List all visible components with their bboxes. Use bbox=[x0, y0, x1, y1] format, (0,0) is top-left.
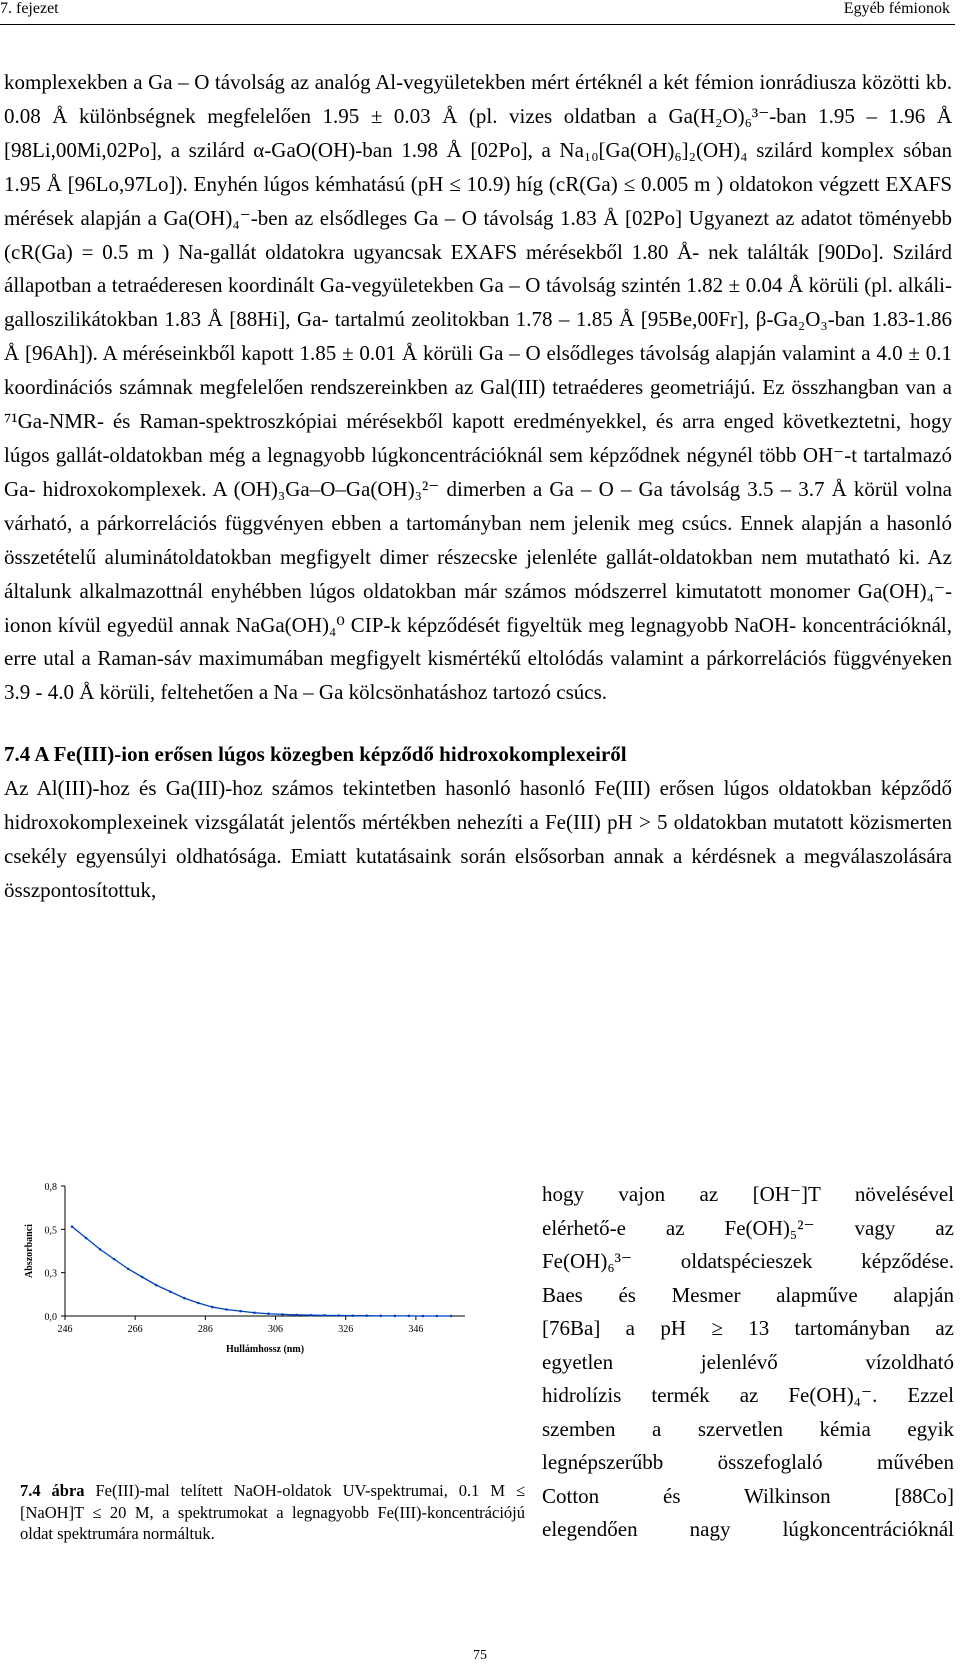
data-point bbox=[225, 1308, 228, 1311]
paragraph-1-line: kölcsönhatáshoz tartozó csúcs. bbox=[348, 680, 607, 705]
data-point bbox=[127, 1268, 130, 1271]
caption-text: Fe(III)-mal telített NaOH-oldatok UV-spektrumai, 0.1 M ≤ [NaOH]T ≤ 20 M, a spektrumokat a legnagyobb Fe(III)-koncentrációjú oldat spektrumára normáltuk. bbox=[20, 1481, 525, 1543]
data-point bbox=[71, 1225, 74, 1228]
x-tick-label: 286 bbox=[197, 1324, 213, 1335]
paragraph-1-line: alapján a Ga(OH)₄⁻-ben az elsődleges Ga – O távolság 1.83 Å [02Po] Ugyanezt az adatot bbox=[80, 205, 859, 230]
paragraph-1-line: ionrádiusza közötti kb. 0.08 Å különbségnek megfelelően 1.95 ± 0.03 Å (pl. vizes oldatban bbox=[4, 70, 953, 128]
x-tick-label: 306 bbox=[268, 1324, 284, 1335]
paragraph-2 bbox=[4, 772, 952, 908]
paragraph-1-line: részecske jelenléte gallát-oldatokban nem mutatható ki. Az általunk alkalmazottnál bbox=[4, 544, 952, 603]
data-point bbox=[394, 1315, 397, 1318]
uv-spectrum-chart bbox=[10, 1176, 520, 1476]
wrapped-line: hidrolízis termék az Fe(OH)₄⁻. Ezzel bbox=[542, 1383, 954, 1407]
data-point bbox=[113, 1258, 116, 1261]
data-point bbox=[169, 1290, 172, 1293]
header-rule bbox=[0, 24, 955, 25]
data-point bbox=[281, 1313, 284, 1316]
paragraph-1-line: koncentrációknál, erre utal a Raman-sáv maximumában megfigyelt kismértékű eltolódás bbox=[4, 612, 952, 671]
y-tick-label: 0,8 bbox=[44, 1182, 57, 1193]
paragraph-1-line: O távolság szintén 1.82 ± 0.04 Å körüli (pl. alkáli-galloszilikátokban 1.83 Å [88Hi], Ga- bbox=[4, 273, 952, 332]
data-point bbox=[99, 1248, 102, 1251]
x-tick-label: 326 bbox=[338, 1324, 354, 1335]
data-point bbox=[267, 1312, 270, 1315]
y-tick-label: 0,0 bbox=[44, 1312, 57, 1323]
y-tick-label: 0,3 bbox=[44, 1268, 57, 1280]
paragraph-1-line: geometriájú. Ez összhangban van a ⁷¹Ga-NMR- és Raman-spektroszkópiai mérésekből bbox=[4, 375, 953, 434]
wrapped-line: Fe(OH)₆³⁻ oldatspécieszek képződése. bbox=[542, 1249, 954, 1273]
x-tick-label: 246 bbox=[57, 1324, 73, 1335]
paragraph-1-line: töményebb (cR(Ga) = 0.5 m ) Na-gallát oldatokra ugyancsak EXAFS mérésekből 1.80 Å- bbox=[4, 205, 952, 264]
main-text bbox=[4, 66, 952, 908]
data-point bbox=[253, 1311, 256, 1314]
x-axis-label: Hullámhossz (nm) bbox=[225, 1344, 305, 1355]
data-point bbox=[422, 1315, 425, 1318]
paragraph-1-line: tartalmú zeolitokban 1.78 – 1.85 Å [95Be,00Fr], β-Ga₂O₃-ban 1.83-1.86 Å [96Ah]). bbox=[4, 307, 953, 366]
data-point bbox=[85, 1237, 88, 1240]
header-chapter: 7. fejezet bbox=[0, 0, 59, 17]
wrapped-line: Baes és Mesmer alapműve alapján bbox=[542, 1282, 954, 1307]
data-point bbox=[155, 1284, 158, 1287]
paragraph-1-line: hidroxokomplexek. A (OH)₃Ga–O–Ga(OH)₃²⁻ dimerben a Ga – O – Ga távolság 3.5 – 3.7 bbox=[42, 476, 832, 501]
wrapped-line: elegendően nagy lúgkoncentrációknál bbox=[542, 1517, 954, 1541]
data-point bbox=[408, 1315, 411, 1318]
data-point bbox=[295, 1314, 298, 1317]
data-point bbox=[141, 1276, 144, 1279]
data-point bbox=[379, 1315, 382, 1318]
data-point bbox=[183, 1297, 186, 1300]
wrapped-line: legnépszerűbb összefoglaló művében bbox=[542, 1450, 954, 1474]
paragraph-2-line: pH > 5 oldatokban mutatott közismerten csekély egyensúlyi oldhatósága. Emiatt bbox=[4, 810, 952, 868]
data-point bbox=[450, 1315, 453, 1318]
data-point bbox=[197, 1302, 200, 1305]
data-point bbox=[239, 1310, 242, 1313]
paragraph-2-line: Az Al(III)-hoz és Ga(III)-hoz számos tekintetben hasonló hasonló Fe(III) erősen lúgos bbox=[4, 776, 779, 801]
data-point bbox=[436, 1315, 439, 1318]
data-point bbox=[211, 1306, 214, 1309]
paragraph-1-line: valamint a párkorrelációs függvényeken 3.9 - 4.0 Å körüli, feltehetően a Na – Ga bbox=[4, 646, 952, 705]
caption-label: 7.4 ábra bbox=[20, 1481, 85, 1500]
series-line bbox=[72, 1227, 451, 1316]
paragraph-2-line: oldatokban képződő hidroxokomplexeinek vizsgálatát jelentős mértékben nehezíti a Fe(III) bbox=[4, 776, 952, 835]
y-axis-label: Abszorbanci bbox=[24, 1224, 35, 1278]
data-point bbox=[365, 1314, 368, 1317]
paragraph-2-line: kutatásaink során elsősorban annak a kérdésnek a megválaszolására összpontosítottuk, bbox=[4, 843, 952, 902]
y-tick-label: 0,5 bbox=[44, 1225, 57, 1237]
wrapped-line: elérhető-e az Fe(OH)₅²⁻ vagy az bbox=[542, 1215, 954, 1240]
wrapped-line: egyetlen jelenlévő vízoldható bbox=[542, 1349, 954, 1374]
paragraph-1-line: kívül egyedül annak NaGa(OH)₄⁰ CIP-k képződését figyeltük meg legnagyobb NaOH- bbox=[57, 612, 803, 637]
paragraph-1 bbox=[4, 66, 952, 710]
paragraph-1-line: legnagyobb lúgkoncentrációknál sem képződnek négynél több OH⁻-t tartalmazó Ga- bbox=[4, 442, 952, 501]
figure-caption bbox=[20, 1480, 525, 1545]
paragraph-1-line: A méréseinkből kapott 1.85 ± 0.01 Å körüli Ga – O elsődleges távolság alapján valamint a bbox=[102, 341, 877, 366]
paragraph-1-line: komplexekben a Ga – O távolság az analóg Al-vegyületekben mért értéknél a két fémion bbox=[4, 70, 760, 94]
section-title: 7.4 A Fe(III)-ion erősen lúgos közegben képződő hidroxokomplexeiről bbox=[4, 742, 627, 767]
data-point bbox=[309, 1314, 312, 1317]
paragraph-1-line: a Ga(H₂O)₆³⁻-ban 1.95 – 1.96 Å [98Li,00Mi,02Po], a szilárd α-GaO(OH)-ban 1.98 Å bbox=[4, 103, 952, 162]
wrapped-line: [76Ba] a pH ≥ 13 tartományban az bbox=[542, 1316, 954, 1340]
wrapped-line: hogy vajon az [OH⁻]T növelésével bbox=[542, 1182, 954, 1206]
paragraph-1-line: 4.0 ± 0.1 koordinációs számnak megfelelően rendszereinkben az Gal(III) tetraéderes bbox=[4, 341, 953, 400]
header-topic: Egyéb fémionok bbox=[843, 0, 950, 17]
paragraph-1-line: [02Po], a Na₁₀[Ga(OH)₆]₂(OH)₄ szilárd komplex sóban 1.95 Å [96Lo,97Lo]). Enyhén bbox=[4, 137, 952, 196]
page-number: 75 bbox=[473, 1648, 487, 1663]
paragraph-1-line: enyhébben lúgos oldatokban már számos módszerrel kimutatott monomer Ga(OH)₄⁻-ionon bbox=[4, 578, 952, 637]
wrapped-line: Cotton és Wilkinson [88Co] bbox=[542, 1483, 954, 1508]
x-tick-label: 266 bbox=[127, 1324, 143, 1335]
data-point bbox=[323, 1314, 326, 1317]
data-point bbox=[351, 1314, 354, 1317]
paragraph-1-line: lúgos kémhatású (pH ≤ 10.9) híg (cR(Ga) ≤ 0.005 m ) oldatokon végzett EXAFS mérések bbox=[4, 171, 952, 230]
data-point bbox=[337, 1314, 340, 1317]
paragraph-1-line: Å körül volna várható, a párkorrelációs függvényen ebben a tartományban nem jelenik bbox=[4, 476, 953, 535]
wrapped-text bbox=[542, 1178, 954, 1547]
paragraph-1-line: nek találták [90Do]. Szilárd állapotban a tetraéderesen koordinált Ga-vegyületekben Ga – bbox=[4, 239, 952, 298]
wrapped-line: szemben a szervetlen kémia egyik bbox=[542, 1416, 954, 1441]
paragraph-1-line: meg csúcs. Ennek alapján a hasonló összetételű aluminátoldatokban megfigyelt dimer bbox=[4, 510, 952, 569]
x-tick-label: 346 bbox=[408, 1324, 424, 1335]
paragraph-1-line: kapott eredményekkel, és arra enged következtetni, hogy lúgos gallát-oldatokban még a bbox=[4, 409, 952, 467]
